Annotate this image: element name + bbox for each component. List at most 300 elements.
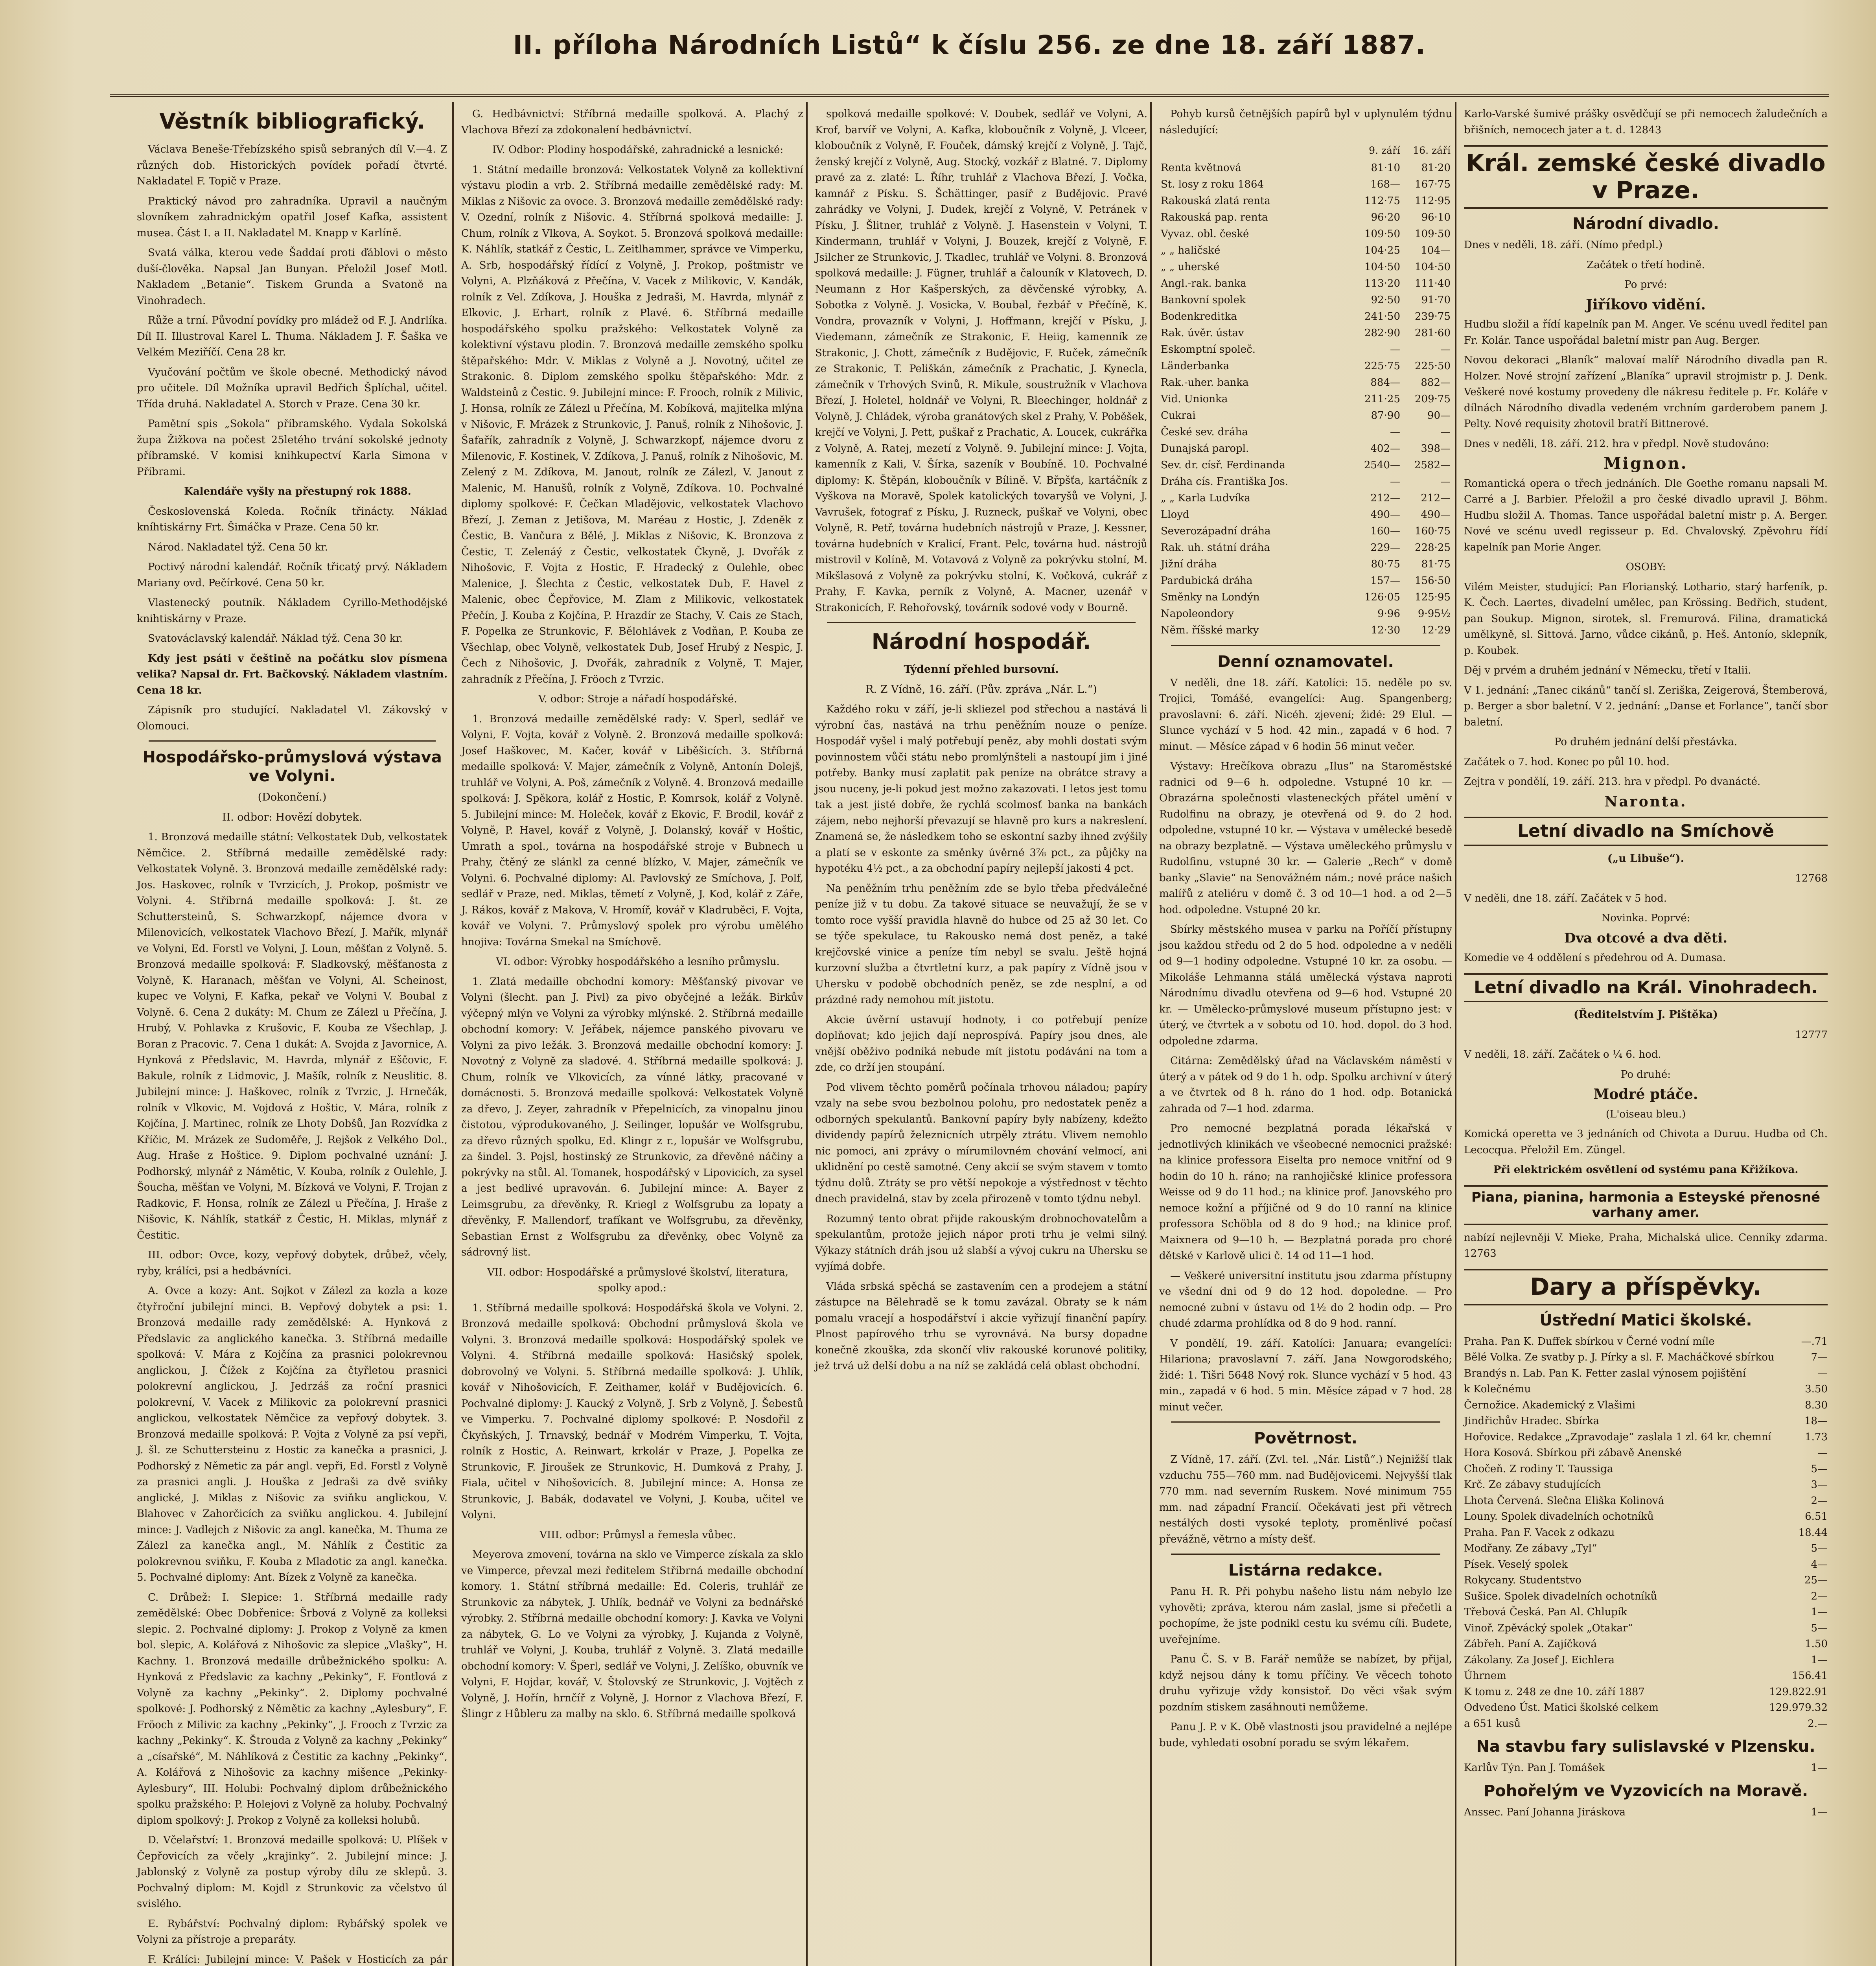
security-name: Rakouská pap. renta [1161, 211, 1268, 223]
donation-row [1464, 1652, 1828, 1668]
security-name: Eskomptní společ. [1161, 343, 1256, 355]
article-paragraph: spolková medaille spolkové: V. Doubek, sedlář ve Volyni, A. Krof, barvíř ve Volyni, A. Kafka, kloboučník z Volyně, J. Vlceer, kloboučník z Volyně, F. Fouček, dámský krejčí z Volyně, J. Tajč, ženský krejčí z Volyně, Aug. Stocký, vozkář z Blatné. 7. Diplomy pravé za z. zlaté: L. Říhr, truhlář z Vlachova Březí, J. Vočka, kamnář z Písku. S. Šchättinger, pasíř z Budějovic. Pravé zahrádky ve Volyni, J. Dudek, krejčí z Volyně, V. Petránek v Písku, J. Šlitner, truhlář z Volyně. J. Hasenstein v Volyni, T. Kindermann, truhlář v Volyni, J. Bouzek, krejčí z Volyně, F. Jsilcher ze Strunkovic, J. Tkadlec, truhlář ve Volyni. 8. Bronzová spolková medaille: J. Fügner, truhlář a čalouník v Klatovech, D. Neumann z Hor Kašperských, za děvčenské výrobky, A. Sobotka z Volyně. J. Vosicka, V. Boubal, řezbář v Přečíně, K. Vondra, provazník v Volyni, J. Hoffmann, krejčí v Písku, J. Viedemann, zámečník ze Strakonic, F. Heiig, kamenník ze Strakonic, J. Chott, zámečník z Budějovic, F. Ruček, zámečník ze Strakonic, T. Peliškán, zámečník z Prachatic, J. Kynecla, zámečník v Trhových Svinů, R. Mikule, soustružník v Vlachova Březí, J. Holetel, holdnář ve Volyni, R. Bleechinger, holdnář z Volyně, J. Chládek, výroba granátových skel z Prahy, V. Poběšek, krejčí ve Volyni, J. Pett, puškař z Prachatic, A. Loucek, cukrářka z Volyně, A. Ratej, mezetí z Volyně. 9. Jubilejní mince: J. Vojta, kamenník z Kali, V. Šírka, sazeník v Boubíně. 10. Pochvalné diplomy: K. Štěpán, kloboučník v Bílině. V. Břpšťa, kartáčník z Vyškova na Moravě, Spolek katolických tovaryšů ve Volyni, J. Vavrušek, fotograf z Písku, J. Ruzneck, puškař ve Volyni, obec Volyně, R. Petř, továrna hudebních nástrojů v Praze, J. Kessner, továrna hudebních v Kralicí, Frant. Pelc, továrna hud. nástrojů mistrovil v Kolíně, M. Votavová z Volyně za pokrývku stolní, M. Mikšlasová z Volyně za pokrývku stolní, K. Vočková, cukrář z Prahy, F. Kavka, perník z Volyně, A. Macner, uzenář v Strakonicích, F. Rehořovský, továrník sodové vody v Bourně. [815, 108, 1147, 614]
security-name: Pardubická dráha [1161, 574, 1253, 587]
article-paragraph: C. Drůbež: I. Slepice: 1. Stříbrná medaille rady zemědělské: Obec Dobřenice: Šrbová z Volyně za kolleksi slepic. 2. Pochvalné diplomy: J. Prokop z Volyně za kmen bol. slepic, A. Kolářová z Nihošovic za slepice „Vlašky“, H. Kachny. 1. Bronzová medaille drůbežnického spolku: A. Hynková z Předslavic za kachny „Pekinky“, F. Fontlová z Volyně za kachny „Pekinky“. 2. Diplomy pochvalné spolkové: J. Podhorský z Němětic za kachny „Aylesbury“, F. Fröoch z Milivic za kachny „Pekinky“, J. Frooch z Tvrzic za kachny „Pekinky“. K. Štrouda z Volyně za kachny „Pekinky“ a „císařské“, M. Náhlíková z Čestitic za kachny „Pekinky“, A. Kolářová z Nihošovic za kachny mišence „Pekinky-Aylesbury“, III. Holubi: Pochvalný diplom drůbežnického spolku pražského: P. Holejovi z Volyně za holuby. Pochvalný diplom spolkový: J. Prokop z Volyně za kolleksi holubů. [137, 1591, 447, 1826]
donor: Chočeň. Z rodiny T. Taussiga [1464, 1463, 1613, 1475]
ad-text: Karlo-Varské šumivé prášky osvědčují se při nemocech žaludečních a břišních, nemocech jater a t. d. [1464, 108, 1828, 136]
gifts-list [1464, 1334, 1828, 1668]
donation-amount: 1— [1811, 1762, 1828, 1774]
total-amount: 129.822.91 [1769, 1686, 1828, 1698]
calendar-paragraph: Sbírky městského musea v parku na Poříčí přístupny jsou každou středu od 2 do 5 hod. odpoledne a v neděli od 9—1 hodiny odpoledne. Vstupné 10 kr. za osobu. — Mikoláše Lehmanna stálá umělecká výstava naproti Národnímu divadlu otevřena od 9—6 hod. Vstupné 20 kr. — Umělecko-průmyslové museum přístupno jest: v úterý, ve čtvrtek a v sobotu od 10. hod. dopol. do 3 hod. odpoledne zdarma. [1159, 924, 1452, 1047]
donor: k Kolečnému [1464, 1383, 1531, 1395]
table-row [1159, 622, 1452, 639]
total-label: K tomu z. 248 ze dne 10. září 1887 [1464, 1686, 1645, 1698]
total-label: Úhrnem [1464, 1670, 1506, 1682]
donation-amount: 5— [1811, 1622, 1828, 1634]
donation-row [1464, 1525, 1828, 1541]
donation-amount: 1— [1811, 1806, 1828, 1818]
donation-amount: 8.30 [1805, 1399, 1828, 1411]
donor: Anssec. Paní Johanna Jiráskova [1464, 1806, 1626, 1818]
bibliography-list [137, 142, 447, 734]
theatre-line: Zejtra v pondělí, 19. září. 213. hra v předpl. Po dvanácté. [1464, 776, 1761, 788]
donor: Karlův Týn. Pan J. Tomášek [1464, 1762, 1605, 1774]
security-name: Sev. dr. císř. Ferdinanda [1161, 459, 1285, 471]
table-row [1159, 292, 1452, 308]
piano-ad-heading: Piana, pianina, harmonia a Esteyské přenosné varhany amer. [1464, 1185, 1828, 1225]
masthead-title: II. příloha Národních Listů“ k číslu 256. ze dne 18. září 1887. [513, 30, 1426, 60]
exchange-table-body [1159, 160, 1452, 639]
bibliography-entry: Kdy jest psáti v češtině na počátku slov písmena velika? Napsal dr. Frt. Bačkovský. Nákladem vlastním. Cena 18 kr. [137, 652, 447, 696]
table-row [1159, 473, 1452, 490]
bibliography-entry: Svatováclavský kalendář. Náklad týž. Cena 30 kr. [148, 633, 403, 645]
donation-row [1464, 1429, 1828, 1445]
gifts-total-row [1464, 1716, 1828, 1732]
theatre-line: V neděli, dne 18. září. Začátek v 5 hod. [1464, 892, 1667, 904]
theatre-line: V neděli, 18. září. Začátek o ¼ 6. hod. [1464, 1049, 1661, 1061]
quote-value: 212— [1370, 492, 1400, 504]
quote-value: 225·75 [1364, 360, 1400, 372]
donation-amount: 25— [1804, 1574, 1828, 1587]
table-header-row [1159, 142, 1452, 160]
editor-paragraph: Panu Č. S. v B. Farář nemůže se nabízet, by přijal, když nejsou dány k tomu příčiny. Ve věcech tohoto druhu vyřizuje vždy konsistoř. Do věci však svým pozdním stiskem zasáhnouti nemůžeme. [1159, 1653, 1452, 1713]
security-name: St. losy z roku 1864 [1161, 178, 1264, 190]
donation-amount: 7— [1811, 1351, 1828, 1364]
article-paragraph: III. odbor: Ovce, kozy, vepřový dobytek, drůbež, včely, ryby, králíci, psi a hedbávníci. [137, 1249, 447, 1277]
donation-row [1464, 1397, 1828, 1414]
calendar-paragraph: V pondělí, 19. září. Katolíci: Januara; evangelíci: Hilariona; pravoslavní 7. září. Jana Nowgorodského; židé: 1. Tišri 5648 Nový rok. Slunce vychází v 5 hod. 43 min., zapadá v 6 hod. 5 min. Měsíce západ v 7 hod. 28 minut večer. [1159, 1337, 1452, 1413]
security-name: Länderbanka [1161, 360, 1230, 372]
table-row [1159, 572, 1452, 589]
table-row [1159, 589, 1452, 606]
donation-row [1464, 1461, 1828, 1477]
exhibition-heading: Hospodářsko-průmyslová výstava ve Volyni. [142, 748, 442, 786]
quote-value: 92·50 [1371, 294, 1400, 306]
article-paragraph: 1. Zlatá medaille obchodní komory: Měšťanský pivovar ve Volyni (šlecht. pan J. Pivl) za pivo obyčejné a ležák. Birkův výčepný mlýn ve Volyni za výrobky mlýnské. 2. Stříbrná medaille obchodní komory: V. Jeřábek, nájemce panského pivovaru ve Volyni za pivo ležák. 3. Bronzová medaille obchodní komory: J. Novotný z Volyně za sladové. 4. Stříbrná medaille spolková: J. Chum, rolník ve Vlkovicích, za vínné látky, pracované v domácnosti. 5. Bronzová medaille spolková: Velkostatek Volyně za dřevo, J. Zeyer, zahradník v Přepelnicích, za vinopalnu jinou čistotou, výprodukovaného, J. Seilinger, lopušár ve Wolfsgrubu, za dřevo různých spolku, Ed. Klingr z r., lopušár ve Wolfsgrubu, za šindel. 3. Pojsl, hostinský ze Strunkovic, za dřevěné náčiny a pokrývky na stůl. Al. Tomanek, hospodářský v Lipovicích, za sysel a jest bedlivé upravován. 6. Jubilejní mince: A. Bayer z Leimsgrubu, za dřevěnky, R. Kriegl z Wolfsgrubu za lopaty a dřevěnky, F. Mallendorf, trafíkant ve Wolfsgrubu, za dřevěnky, Sebastian Ernst z Wolfsgrubu za dřevěnky, obec Volyně za sádrovný list. [461, 976, 803, 1258]
quote-value: 126·05 [1364, 591, 1400, 603]
ad-text: nabízí nejlevněji V. Mieke, Praha, Michalská ulice. Cenníky zdarma. [1464, 1232, 1828, 1244]
donation-amount: —.71 [1801, 1335, 1828, 1347]
quote-value: 160— [1370, 525, 1400, 537]
quote-value: 111·40 [1415, 277, 1451, 289]
exhibition-subheading: (Dokončení.) [258, 791, 327, 804]
donation-amount: 3.50 [1805, 1383, 1828, 1395]
quote-value: 96·20 [1371, 211, 1400, 223]
gifts-total-row [1464, 1700, 1828, 1716]
donor: Zákolany. Za Josef J. Eichlera [1464, 1654, 1615, 1666]
donation-row [1464, 1413, 1828, 1429]
security-name: Lloyd [1161, 508, 1189, 521]
piano-ad-text [1464, 1230, 1828, 1262]
donor: Louny. Spolek divadelních ochotníků [1464, 1511, 1654, 1523]
bibliography-entry: Vlastenecký poutník. Nákladem Cyrillo-Methodějské knihtiskárny v Praze. [137, 597, 447, 625]
section-heading: VII. odbor: Hospodářské a průmyslové školství, literatura, spolky apod.: [487, 1266, 788, 1294]
calendar-heading: Denní oznamovatel. [1217, 652, 1394, 671]
table-row [1159, 457, 1452, 473]
table-row [1159, 523, 1452, 539]
security-name: Renta květnová [1161, 162, 1241, 174]
divider [149, 740, 436, 742]
donation-amount: — [1817, 1367, 1828, 1379]
quote-value: — [1390, 426, 1400, 438]
security-name: Vyvaz. obl. české [1161, 228, 1249, 240]
divider [1171, 1554, 1440, 1555]
quote-value: 81·75 [1421, 558, 1451, 570]
table-row [1159, 193, 1452, 209]
security-name: Jižní dráha [1161, 558, 1217, 570]
theatre-line: Novinka. Poprvé: [1601, 912, 1690, 924]
column-1 [134, 106, 451, 1966]
security-name: Bankovní spolek [1161, 294, 1246, 306]
quote-value: 91·70 [1421, 294, 1451, 306]
security-name: „ „ uherské [1161, 261, 1220, 273]
theatre-line: Začátek o 7. hod. Konec po půl 10. hod. [1464, 756, 1670, 768]
theatre-line: Hudbu složil a řídí kapelník pan M. Anger. Ve scénu uvedl ředitel pan Fr. Kolár. Tance uspořádal baletní mistr pan Aug. Berger. [1464, 318, 1828, 346]
table-row [1159, 440, 1452, 457]
security-name: Bodenkreditka [1161, 310, 1237, 322]
article-paragraph: 1. Bronzová medaille zemědělské rady: V. Sperl, sedlář ve Volyni, F. Vojta, kovář z Volyně. 2. Bronzová medaille spolková: Josef Haškovec, M. Kačer, kovář v Liběšicích. 3. Stříbrná medaille spolková: V. Majer, zámečník z Volyně, Antonín Dolejš, truhlář ve Volyni, A. Poš, zámečník z Volyně. 4. Bronzová medaille spolková: J. Spěkora, kolář z Hostic, P. Komrsok, kolář z Volyně. 5. Jubilejní mince: M. Holeček, kovář z Ekovic, F. Brodil, kovář z Volyně, P. Havel, kovář z Volyně, J. Dolanský, kovář v Hoštic, Umrath a spol., továrna na hospodářské stroje v Bubnech u Prahy, čtěný ze slánkl za cenné blízko, V. Majer, zámečník ve Volyni. 6. Pochvalné diplomy: Al. Pavlovský ze Smíchova, J. Polf, sedlář v Praze, ned. Miklas, těmetí z Volyně, J. Kod, kolář z Záře, J. Rákos, kovář z Makova, V. Hromíř, kovář v Kladruběci, F. Vojta, kovář ve Volyni. 7. Průmyslový spolek pro výrobu umělého hnojiva: Továrna Smekal na Smíchově. [461, 713, 803, 948]
donation-row [1464, 1604, 1828, 1620]
donor: Praha. Pan F. Vacek z odkazu [1464, 1526, 1615, 1539]
article-paragraph: Vláda srbská spěchá se zastavením cen a prodejem a státní zástupce na Bělehradě se k tomu zavázal. Obraty se k nám pomalu vracejí a hospodářství i akcie vyřizují finanční papíry. Plnost papírového trhu se vyrovnává. Na bursy dopadne konečně zkouška, zda skončí vliv rakouské korunové politiky, jež trvá už delší dobu a na níž se zakládá celá oblast obchodní. [815, 1280, 1147, 1372]
fara-heading: Na stavbu fary sulislavské v Plzensku. [1476, 1738, 1815, 1756]
theatre-line: V 1. jednání: „Tanec cikánů“ tančí sl. Zeriška, Zeigerová, Štemberová, p. Berger a sbor baletní. V 2. jednání: „Danse et Forlance“, tančí sbor baletní. [1464, 684, 1828, 728]
donation-row [1464, 1493, 1828, 1509]
table-row [1159, 606, 1452, 622]
quote-value: 80·75 [1371, 558, 1400, 570]
column-4 [1156, 106, 1455, 1966]
donation-amount: 18— [1804, 1415, 1828, 1427]
quote-value: 282·90 [1364, 327, 1400, 339]
total-amount: 129.979.32 [1769, 1702, 1828, 1714]
quote-value: 104·50 [1364, 261, 1400, 273]
donation-row [1464, 1477, 1828, 1493]
quote-value: 157— [1370, 574, 1400, 587]
donor: Praha. Pan K. Duffek sbírkou v Černé vodní míle [1464, 1335, 1715, 1347]
ad-number: 12843 [1629, 124, 1662, 136]
quote-value: 490— [1421, 508, 1451, 521]
column-rule [452, 102, 454, 1966]
theatre-line: Začátek o třetí hodině. [1587, 259, 1705, 271]
article-paragraph: Rozumný tento obrat přijde rakouským drobnochovatelům a spekulantům, protože jejich nápor proti trhu je velmi silný. Výkazy státních dráh jsou už slabší a vývoj cukru na Uhersku se vyjímá dobře. [815, 1213, 1147, 1273]
security-name: Rak.-uher. banka [1161, 376, 1249, 388]
divider [1171, 645, 1440, 646]
gifts-total-row [1464, 1668, 1828, 1684]
theatre-line: 12768 [1795, 873, 1828, 885]
donor: Zábřeh. Paní A. Zajíčková [1464, 1638, 1597, 1650]
donation-row [1464, 1572, 1828, 1589]
donation-row [1464, 1557, 1828, 1573]
table-caption: Pohyb kursů četnějších papírů byl v uplynulém týdnu následující: [1159, 108, 1452, 136]
ad-number: 12763 [1464, 1248, 1497, 1260]
table-row [1159, 160, 1452, 176]
masthead [110, 16, 1829, 97]
quote-value: 209·75 [1415, 393, 1451, 405]
theatre-subheading: (Ředitelstvím J. Pištěka) [1574, 1009, 1718, 1021]
donation-amount: 1— [1811, 1654, 1828, 1666]
theatre-heading: Letní divadlo na Král. Vinohradech. [1464, 973, 1828, 1003]
calendar-paragraph: Výstavy: Hrečíkova obrazu „Ilus“ na Staroměstské radnici od 9—6 h. odpoledne. Vstupné 10 kr. — Obrazárna společnosti vlasteneckých přátel umění v Rudolfinu na obrazy, je otevřená od 9. do 2 hod. odpoledne, vstupné 10 kr. — Výstava v umělecké besedě na obrazy bezplatně. — Výstava uměleckého průmyslu v Rudolfinu, vstupné 30 kr. — Galerie „Rech“ v domě banky „Slavie“ na Senovážném nám.; nové práce našich malířů z ateliéru v domě č. 3 od 10—1 hod. a od 2—5 hod. odpoledne. Vstupné 20 kr. [1159, 760, 1452, 916]
article-paragraph: Každého roku v září, je-li skliezel pod střechou a nastává li výrobní čas, nastává na trhu peněžním nouze o peníze. Hospodář vyšel i malý potřebují peněz, aby mohli dostati svým povinnostem vůči státu nebo promlýnšteli a nastoupí jim i jiné potřeby. Banky musí zaplatit pak peníze na obrátce stravy a jsou nuceny, je-li pokud jest možno zakazovati. I letos jest tomu tak a jest jisté dobře, že rychlá scolmosť banka na bankách zájem, nebo nejhorší převazují se hlavně pro kurs a nakreslení. Znamená se, že následkem toho se eskontní sazby ihned zvýšily a platí se v eskonte za směnky úvěrné 3⅞ pct., za půjčky na hypotéku 4½ pct., a za obchodní papíry nejlepší jakosti 4 pct. [815, 703, 1147, 875]
table-row [1159, 391, 1452, 407]
theatre-line: Komická operetta ve 3 jednáních od Chivota a Duruu. Hudba od Ch. Lecocqua. Přeložil Em. Züngel. [1464, 1128, 1828, 1156]
security-name: Směnky na Londýn [1161, 591, 1260, 603]
column-2 [458, 106, 806, 1966]
quote-value: — [1390, 343, 1400, 355]
donation-amount: — [1817, 1447, 1828, 1459]
donation-row [1464, 1334, 1828, 1350]
theatre-line: Při elektrickém osvětlení od systému pana Křižíkova. [1493, 1164, 1799, 1176]
table-row [1159, 539, 1452, 556]
table-row [1159, 325, 1452, 341]
donation-row [1464, 1636, 1828, 1652]
quote-value: 87·90 [1371, 409, 1400, 422]
section-heading: VI. odbor: Výrobky hospodářského a lesního průmyslu. [496, 956, 780, 968]
donation-amount: 3— [1811, 1479, 1828, 1491]
donation-row [1464, 1541, 1828, 1557]
total-amount: 156.41 [1792, 1670, 1828, 1682]
article-paragraph: Akcie úvěrní ustavují hodnoty, i co potřebují peníze doplňovat; kdo jejich dají neprospívá. Papíry jsou dnes, ale vnější oběživo podniká nebude mít jistotu podávání na tom a zde, co drží jen stoupání. [815, 1014, 1147, 1074]
weather-paragraph: Z Vídně, 17. září. (Zvl. tel. „Nár. Listů“.) Nejnižší tlak vzduchu 755—760 mm. nad Budějovicemi. Nejvyšší tlak 770 mm. nad severním Ruskem. Nové minimum 755 mm. nad západní Francií. Očekávati jest při větrech nestálých dosti vysoké teploty, proměnlivé počasí převážně, větrno a místy dešť. [1159, 1454, 1452, 1545]
quote-value: 167·75 [1415, 178, 1451, 190]
quote-value: — [1440, 343, 1451, 355]
column-5 [1461, 106, 1831, 1966]
theatre-line: Po prvé: [1624, 279, 1667, 291]
quote-value: — [1440, 426, 1451, 438]
theatre-line: Dnes v neděli, 18. září. 212. hra v předpl. Nově studováno: [1464, 438, 1769, 450]
security-name: Vid. Unionka [1161, 393, 1228, 405]
weather-heading: Povětrnost. [1254, 1429, 1357, 1447]
quote-value: 81·10 [1371, 162, 1400, 174]
donation-amount: 1— [1811, 1606, 1828, 1618]
donor: Písek. Veselý spolek [1464, 1558, 1568, 1570]
table-row [1159, 490, 1452, 506]
article-paragraph: 1. Státní medaille bronzová: Velkostatek Volyně za kollektivní výstavu plodin a vrb. 2. Stříbrná medaille zemědělské rady: M. Miklas z Nišovic za ovoce. 3. Bronzová medaille zemědělské rady: V. Ozední, rolník z Nišovic. 4. Stříbrná spolková medaille: J. Chum, rolník z Vlkova, A. Soykot. 5. Bronzová spolková medaille: K. Náhlík, statkář z Čestic, L. Zeitlhammer, správce ve Vimperku, A. Srb, hospodářský řídící z Volyně, J. Prokop, poštmistr ve Volyni, A. Plzňáková z Přečína, V. Vacek z Milikovic, V. Kandák, rolník z Vel. Zdíkova, J. Houška z Jedraši, M. Havrda, mlynář z Elkovic, J. Erhart, rolník z Plavé. 6. Stříbrná medaille hospodářského spolku pražského: Velkostatek Volyně za kolektivní výstavu plodin. 7. Bronzová medaille zemského spolku štěpařského: Mdr. V. Miklas z Volyně a J. Novotný, učitel ze Strakonic. 8. Diplom zemského spolku štěpařského: Mdr. z Waldsteinů z Čestic. 9. Jubilejní mince: F. Frooch, rolník z Milivic, J. Honsa, rolník ze Zálezl u Přečína, M. Kobíková, majitelka mlýna v Nišovic, F. Mrázek z Strunkovic, J. Panuš, rolník z Nihošovic, J. Šafařík, zahradník z Volyně, J. Schwarzkopf, nájemce dvoru z Milenovic, F. Kostinek, V. Zdíkova, J. Panuš, rolník z Nihošovic, M. Zelený z M. Zdíkova, M. Janout, rolník ze Zálezl, V. Janout z Malenic, M. Hanušů, rolník z Volyně, Zdíkova. 10. Pochvalné diplomy spolkové: F. Čečkan Mladějovic, velkostatek Vlachovo Březí, J. Zeman z Jetišova, M. Maréau z Hostic, J. Zdeněk z Čestic, B. Vančura z Bělé, J. Miklas z Nišovic, K. Bronzova z Čestic, T. Zelenáý z Čestic, velkostatek Čkyně, J. Dvořák z Nihošovic, F. Vojta z Hostic, F. Hradecký z Oulehle, obec Malenice, J. Šlechta z Čestic, velkostatek Dub, F. Havel z Malenic, obec Čepřovice, M. Zlam z Milikovic, velkostatek Přečín, J. Kouba z Kojčína, P. Hrazdír ze Stachy, V. Cais ze Stach, F. Popelka ze Strunkovic, F. Bělohlávek z Vodňan, P. Kouba ze Všechlap, obec Volyně, velkostatek Dub, Josef Hrubý z Nespic, J. Čech z Nihošovic, J. Dvořák, zahradník z Volyně, T. Majer, zahradník z Přečína, J. Fröoch z Tvrzic. [461, 164, 803, 685]
donation-amount: 2— [1811, 1495, 1828, 1507]
calendar-paragraph: V neděli, dne 18. září. Katolíci: 15. neděle po sv. Trojici, Tomášé, evangelíci: Aug. Spangenberg; pravoslavní: 6. září. Nicéh. zjevení; židé: 29 Elul. — Slunce vychází v 5 hod. 42 min., zapadá v 6 hod. 7 minut. — Měsíce západ v 6 hodin 56 minut večer. [1159, 677, 1452, 753]
divider [1171, 1421, 1440, 1423]
security-name: Severozápadní dráha [1161, 525, 1271, 537]
gifts-subheading: Ústřední Matici školské. [1539, 1311, 1752, 1329]
calendar-paragraph: — Veškeré universitní institutu jsou zdarma přístupny ve všední dni od 9 do 12 hod. dopoledne. — Pro nemocné zubní v ústavu od 1½ do 2 hodin odp. — Pro chudé zdarma prohlídka od 8 do 9 hod. ranní. [1159, 1270, 1452, 1329]
bibliography-entry: Zápisník pro studující. Nakladatel Vl. Zákovský v Olomouci. [137, 704, 447, 732]
quote-value: 104·25 [1364, 244, 1400, 256]
column-header: 9. září [1369, 145, 1400, 156]
economy-byline: R. Z Vídně, 16. září. (Pův. zpráva „Nár. L.“) [865, 683, 1097, 696]
quote-value: 112·75 [1364, 195, 1400, 207]
quote-value: 884— [1370, 376, 1400, 388]
quote-value: 96·10 [1421, 211, 1451, 223]
security-name: Cukrai [1161, 409, 1196, 422]
table-row [1159, 176, 1452, 193]
theatre-line: (L'oiseau bleu.) [1605, 1108, 1686, 1120]
donor: Lhota Červená. Slečna Eliška Kolinová [1464, 1495, 1664, 1507]
quote-value: 12·29 [1421, 624, 1451, 636]
security-name: Dunajská paropl. [1161, 442, 1249, 455]
karlovy-vary-ad [1464, 106, 1828, 138]
quote-value: 212— [1421, 492, 1451, 504]
table-row [1159, 275, 1452, 292]
play-title: Dva otcové a dva děti. [1564, 930, 1728, 946]
economy-subheading: Týdenní přehled bursovní. [904, 663, 1059, 676]
quote-value: 398— [1421, 442, 1451, 455]
donation-row [1464, 1445, 1828, 1461]
bibliography-entry: Svatá válka, kterou vede Šaddaí proti ďáblovi o město duší-člověka. Napsal Jan Bunyan. Přeložil Josef Motl. Nakladem „Betanie“. Tiskem Grunda a Svatoně na Vinohradech. [137, 247, 447, 307]
quote-value: 9·95½ [1418, 607, 1451, 620]
theatre-subheading: Národní divadlo. [1572, 215, 1719, 233]
article-paragraph: Na peněžním trhu peněžním zde se bylo třeba předválečné peníze již v tu dobu. Za takové situace se neuvažují, že se v tomto roce vyšší pravidla hlavně do hubce od 25 až 30 let. Co se týče spekulace, tu Rakousko nemá dost peněz, a také krejčovské vinice a peníze tím nebyl se svalu. Ještě hojná kurzovní služba a čtvrtletní kurz, a pak papíry z Vídně jsou v Uhersku v podobě obchodních peněz, se zde nesplní, a od prázdné rady nemohou mít jistotu. [815, 882, 1147, 1006]
article-paragraph: G. Hedbávnictví: Stříbrná medaille spolková. A. Plachý z Vlachova Březí za zdokonalení hedbávnictví. [461, 108, 803, 136]
security-name: Napoleondory [1161, 607, 1234, 620]
bibliography-entry: Československá Koleda. Ročník třinácty. Náklad kníhtiskárny Frt. Šimáčka v Praze. Cena 50 kr. [137, 505, 447, 534]
exchange-table [1159, 142, 1452, 639]
donation-row [1464, 1620, 1828, 1636]
donor: Rokycany. Studentstvo [1464, 1574, 1581, 1587]
gifts-total-row [1464, 1684, 1828, 1700]
play-title: Modré ptáče. [1593, 1086, 1698, 1103]
quote-value: 2582— [1414, 459, 1451, 471]
bibliography-entry: Poctivý národní kalendář. Ročník třicatý prvý. Nákladem Mariany ovd. Pečírkové. Cena 50 kr. [137, 561, 447, 589]
table-row [1159, 407, 1452, 424]
donation-row [1464, 1804, 1828, 1821]
quote-value: 90— [1427, 409, 1451, 422]
editor-paragraph: Panu J. P. v K. Obě vlastnosti jsou pravidelné a nejlépe bude, vyhledati osobní poradu se svým lékařem. [1159, 1721, 1452, 1749]
article-paragraph: F. Králíci: Jubilejní mince: V. Pašek v Hosticích za pár [148, 1953, 447, 1966]
quote-value: 109·50 [1415, 228, 1451, 240]
donation-row [1464, 1381, 1828, 1397]
security-name: Angl.-rak. banka [1161, 277, 1246, 289]
security-name: Rak. úvěr. ústav [1161, 327, 1244, 339]
donation-row [1464, 1760, 1828, 1776]
theatre-heading: Král. zemské české divadlo v Praze. [1464, 145, 1828, 209]
quote-value: 241·50 [1364, 310, 1400, 322]
donation-amount: 5— [1811, 1543, 1828, 1555]
donor: Sušice. Spolek divadelních ochotníků [1464, 1590, 1657, 1602]
table-row [1159, 424, 1452, 440]
donation-amount: 6.51 [1805, 1511, 1828, 1523]
quote-value: 225·50 [1415, 360, 1451, 372]
donation-amount: 1.50 [1805, 1638, 1828, 1650]
table-row [1159, 242, 1452, 259]
economy-heading: Národní hospodář. [871, 629, 1091, 654]
quote-value: 104— [1421, 244, 1451, 256]
play-title: Naronta. [1604, 793, 1687, 810]
bibliography-entry: Národ. Nakladatel týž. Cena 50 kr. [148, 541, 328, 553]
donation-row [1464, 1349, 1828, 1366]
quote-value: — [1440, 475, 1451, 488]
theatre-line: Romantická opera o třech jednáních. Dle Goethe romanu napsali M. Carré a J. Barbier. Přeložil a pro české divadlo upravil J. Böhm. Hudbu složil A. Thomas. Tance uspořádal baletní mistr p. A. Berger. Nové ve scénu uvedl regisseur p. Ed. Chvalovský. Zpěvohru řídí kapelník pan Morie Anger. [1464, 477, 1828, 553]
quote-value: 168— [1370, 178, 1400, 190]
donation-amount: 1.73 [1805, 1431, 1828, 1443]
quote-value: 211·25 [1364, 393, 1400, 405]
quote-value: 81·20 [1421, 162, 1451, 174]
donor: Krč. Ze zábavy studujících [1464, 1479, 1601, 1491]
security-name: Dráha cís. Františka Jos. [1161, 475, 1289, 488]
donation-row [1464, 1366, 1828, 1382]
editor-paragraph: Panu H. R. Při pohybu našeho listu nám nebylo lze vyhověti; zpráva, kterou nám zaslal, jsme si přečetli a pochopíme, že jste podnikl cestu ku svému cíli. Budete, uveřejníme. [1159, 1586, 1452, 1646]
article-paragraph: Pod vlivem těchto poměrů počínala trhovou náladou; papíry vzaly na sebe svou bezbolnou polohu, pro nedostatek peněz a odborných spekulantů. Bankovní papíry byly nabízeny, kdežto dividendy papírů železnicních utrpěly ztrátu. Vlivem nemohlo nic pomoci, ani zprávy o mírumilovném chování velmocí, ani uklidnění po cestě samotné. Ceny akcií se svým stavem v tomto týdnu dolů. Ztráty se pro větší nepokoje a výstřednost v těchto dnech pravidelná, stav by zcela přirozeně v tomto týdnu nebyl. [815, 1081, 1147, 1205]
security-name: „ „ Karla Ludvíka [1161, 492, 1250, 504]
theatre-line: OSOBY: [1626, 561, 1666, 573]
theatre-heading: Letní divadlo na Smíchově [1464, 817, 1828, 846]
table-row [1159, 374, 1452, 391]
security-name: „ „ haličské [1161, 244, 1221, 256]
editor-heading: Listárna redakce. [1228, 1561, 1383, 1579]
total-label: Odvedeno Úst. Matici školské celkem [1464, 1702, 1659, 1714]
quote-value: 490— [1370, 508, 1400, 521]
donor: Modřany. Ze zábavy „Tyl“ [1464, 1543, 1597, 1555]
table-row [1159, 341, 1452, 358]
calendar-paragraph: Citárna: Zemědělský úřad na Václavském náměstí v úterý a v pátek od 9 do 1 h. odp. Spolku archivní v úterý a ve čtvrtek od 8 h. ráno do 1 hod. odp. Botanická zahrada od 7—1 hod. zdarma. [1159, 1055, 1452, 1115]
table-row [1159, 506, 1452, 523]
donor: Hořovice. Redakce „Zpravodaje“ zaslala 1 zl. 64 kr. chemní [1464, 1431, 1771, 1443]
bibliography-entry: Vyučování počtům ve škole obecné. Methodický návod pro učitele. Díl Možníka upravil Bedřich Šplíchal, učitel. Třída druhá. Nakladatel A. Storch v Praze. Cena 30 kr. [137, 366, 447, 410]
quote-value: 9·96 [1377, 607, 1400, 620]
security-name: České sev. dráha [1161, 426, 1248, 438]
article-paragraph: E. Rybářství: Pochvalný diplom: Rybářský spolek ve Volyni za přístroje a preparáty. [137, 1918, 447, 1946]
quote-value: 160·75 [1415, 525, 1451, 537]
donation-row [1464, 1589, 1828, 1605]
theatre-subheading: („u Libuše“). [1607, 852, 1685, 865]
table-row [1159, 209, 1452, 226]
security-name: Něm. říšské marky [1161, 624, 1259, 636]
divider [827, 622, 1136, 623]
theatre-line: Po druhé: [1620, 1068, 1671, 1081]
quote-value: 109·50 [1364, 228, 1400, 240]
table-row [1159, 308, 1452, 325]
article-paragraph: Meyerova zmovení, továrna na sklo ve Vimperce získala za sklo ve Vimperce, převzal mezi ředitelem Stříbrná medaille obchodní komory. 1. Státní stříbrná medaille: Ed. Coleris, truhlář ze Strunkovic za nábytek, J. Uhlík, bednář ve Volyni za bednářské výrobky. 2. Stříbrná medaille obchodní komory: J. Kavka ve Volyni za nábytek, G. Lo ve Volyni za výrobky, J. Kujanda z Volyně, truhlář ve Volyni, J. Kouba, truhlář z Volyně. 3. Zlatá medaille obchodní komory: V. Šperl, sedlář ve Volyni, J. Zelíško, obuvník ve Volyni, F. Hojdar, kovář, V. Štolovský ze Strunkovic, J. Vojtěch z Volyně, J. Hořín, hrnčíř z Volyně, J. Hornor z Vlachova Březí, F. Šlingr z Hůbleru za malby na sklo. 6. Stříbrná medaille spolková [461, 1549, 803, 1720]
article-paragraph: 1. Stříbrná medaille spolková: Hospodářská škola ve Volyni. 2. Bronzová medaille spolková: Obchodní průmyslová škola ve Volyni. 3. Bronzová medaille spolková: Hospodářský spolek ve Volyni. 4. Stříbrná medaille spolková: Hasičský spolek, dobrovolný ve Volyni. 5. Stříbrná medaille spolková: J. Uhlík, kovář v Nihošovicích, F. Zeithamer, kolář v Budějovicích. 6. Pochvalné diplomy: J. Kaucký z Volyně, J. Srb z Volyně, J. Šebestů ve Vimperku. 7. Pochvalné diplomy spolkové: P. Nosdořil z Čkyňských, J. Trnavský, bednář v Modrém Vimperku, T. Vojta, rolník z Hostic, A. Reinwart, krkolár v Praze, J. Popelka ze Strunkovic, F. Jiroušek ze Strunkovic, H. Dumková z Prahy, J. Fiala, učitel v Nihošovicích. 8. Jubilejní mince: A. Honsa ze Strunkovic, J. Babák, dodavatel ve Volyni, J. Kouba, učitel ve Volyni. [461, 1302, 803, 1521]
bibliography-entry: Praktický návod pro zahradníka. Upravil a naučným slovníkem zahradnickým opatřil Josef Kafka, assistent musea. Část I. a II. Nakladatel M. Knapp v Karlíně. [137, 195, 447, 239]
total-label: a 651 kusů [1464, 1717, 1521, 1730]
security-name: Rakouská zlatá renta [1161, 195, 1270, 207]
theatre-line: Vilém Meister, studující: Pan Florianský. Lothario, starý harfeník, p. K. Čech. Laertes, divadelní umělec, pan Krössing. Bedřich, student, pan Soukup. Mignon, sirotek, sl. Fremurová. Filina, dramatická umělkyně, sl. Sittová. Jarno, vůdce cikánů, p. Heš. Antonío, sklepník, p. Koubek. [1464, 581, 1828, 657]
bibliography-subhead: Kalendáře vyšly na přestupný rok 1888. [184, 486, 411, 498]
theatre-line: Novou dekoraci „Blaník“ malovaí malíř Národního divadla pan R. Holzer. Nové strojní zařízení „Blaníka“ upravil strojmistr p. J. Denk. Veškeré nové kostumy provedeny dle nákresu ředitele p. Fr. Koláře v dílnách Národního divadla vedeném vrchním garderobem panem J. Pelty. Nové requisity zhotovil bratří Bittnerové. [1464, 354, 1828, 430]
donation-amount: 4— [1811, 1558, 1828, 1570]
article-paragraph: D. Včelařství: 1. Bronzová medaille spolková: U. Plíšek v Čepřovicích za včely „krajinky“. 2. Jubilejní mince: J. Jablonský z Volyně za postup výroby dílu ze sklepů. 3. Pochvalný diplom: M. Kojdl z Strunkovic za včelstvo úl svislého. [137, 1834, 447, 1910]
pohorelym-heading: Pohořelým ve Vyzovicích na Moravě. [1483, 1782, 1808, 1800]
quote-value: 239·75 [1415, 310, 1451, 322]
section-heading: IV. Odbor: Plodiny hospodářské, zahradnické a lesnické: [492, 144, 784, 156]
table-row [1159, 226, 1452, 242]
theatre-line: Děj v prvém a druhém jednání v Německu, třetí v Italii. [1464, 665, 1751, 676]
bibliography-entry: Pamětní spis „Sokola“ příbramského. Vydala Sokolská župa Žižkova na počest 25letého trvání sokolské jednoty příbramské. V komisi knihkupectví Karla Simona v Příbrami. [137, 418, 447, 478]
exhibition-section: II. odbor: Hovězí dobytek. [222, 811, 363, 823]
quote-value: 229— [1370, 541, 1400, 554]
table-row [1159, 556, 1452, 572]
quote-value: — [1390, 475, 1400, 488]
play-title: Jiříkovo vidění. [1586, 296, 1706, 313]
theatre-line: Po druhém jednání delší přestávka. [1554, 736, 1738, 748]
bibliography-entry: Václava Beneše-Třebízského spisů sebraných díl V.—4. Z různých dob. Historických povídek pořadí čtvrté. Nakladatel F. Topič v Praze. [137, 144, 447, 188]
article-paragraph: A. Ovce a kozy: Ant. Sojkot v Zálezl za kozla a koze čtyřroční jubilejní minci. B. Vepřový dobytek a psi: 1. Bronzová medaille rady zemědělské: A. Hynková z Předslavic za anglického kanečka. 3. Stříbrná medaille spolková: V. Mára z Kojčína za prasnici polokrevnou anglickou, J. Čížek z Kojčína za čtyřletou prasnici polokrevní anglickou, J. Jedrzáš za roční prasnici polokrevní, V. Vacek z Milikovic za polokrevní prasnici anglickou, velkostatek Němčice za vepřový dobytek. 3. Bronzová medaille spolková: P. Vojta z Volyně za psí vepři, J. šl. ze Schuttersteinu z Hostic za kanečka a prasnici, J. Podhorský z Němetic za pár angl. vepři, Ed. Forstl z Volyně za prasnici angli. J. Houška z Jedraši za dvě sviňky anglické, J. Miklas z Nišovic za sviňku anglickou, V. Blahovec v Zahorčicích za sviňku anglickou. 4. Jubilejní mince: J. Vadlejch z Nišovic za angl. kanečka, M. Thuma ze Zálezl za kanečka angl., M. Náhlík z Čestitic za polokrevnou sviňku, F. Kouba z Mladotic za angl. kanečka. 5. Pochvalné diplomy: Ant. Bízek z Volyně za kanečka. [137, 1285, 447, 1584]
table-row [1159, 358, 1452, 374]
column-header: 16. září [1413, 145, 1451, 156]
section-heading: V. odbor: Stroje a nářadí hospodářské. [538, 693, 737, 705]
quote-value: 113·20 [1364, 277, 1400, 289]
play-title: Mignon. [1604, 454, 1688, 473]
quote-value: 281·60 [1415, 327, 1451, 339]
quote-value: 402— [1370, 442, 1400, 455]
theatre-line: 12777 [1795, 1029, 1828, 1041]
donation-row [1464, 1509, 1828, 1525]
theatre-line: Dnes v neděli, 18. září. (Nímo předpl.) [1464, 239, 1663, 251]
donor: Bělé Volka. Ze svatby p. J. Pírky a sl. F. Macháčkové sbírkou [1464, 1351, 1775, 1364]
quote-value: 2540— [1364, 459, 1400, 471]
donor: Vinoř. Zpěvácký spolek „Otakar“ [1464, 1622, 1633, 1634]
donation-amount: 5— [1811, 1463, 1828, 1475]
donor: Jindřichův Hradec. Sbírka [1464, 1415, 1600, 1427]
